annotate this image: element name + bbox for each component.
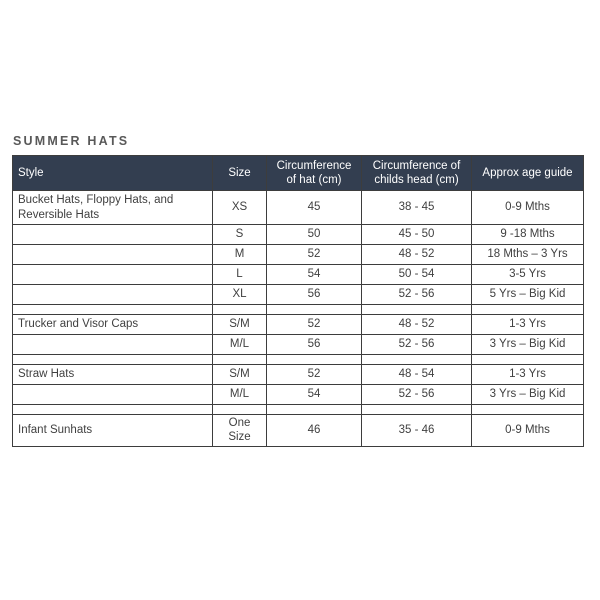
header-style: Style (13, 156, 213, 191)
cell-age: 1-3 Yrs (472, 315, 584, 335)
cell-hat: 52 (267, 245, 362, 265)
table-row (13, 285, 584, 305)
cell-style (13, 285, 213, 305)
header-row (13, 156, 584, 191)
cell-hat: 52 (267, 365, 362, 385)
cell-style (13, 305, 213, 315)
cell-age: 18 Mths – 3 Yrs (472, 245, 584, 265)
page-title: SUMMER HATS (13, 134, 130, 148)
cell-head: 48 - 52 (362, 245, 472, 265)
cell-size: XL (213, 285, 267, 305)
table-row (13, 225, 584, 245)
cell-head (362, 305, 472, 315)
cell-size (213, 405, 267, 415)
cell-age: 9 -18 Mths (472, 225, 584, 245)
cell-age: 3 Yrs – Big Kid (472, 385, 584, 405)
cell-style (13, 225, 213, 245)
cell-size: M (213, 245, 267, 265)
cell-size: One Size (213, 415, 267, 447)
cell-hat: 46 (267, 415, 362, 447)
cell-head (362, 405, 472, 415)
size-chart-table (12, 155, 584, 447)
cell-head: 45 - 50 (362, 225, 472, 245)
cell-age: 0-9 Mths (472, 415, 584, 447)
cell-size (213, 355, 267, 365)
cell-hat: 56 (267, 335, 362, 355)
cell-size: M/L (213, 335, 267, 355)
header-size: Size (213, 156, 267, 191)
size-table-body (13, 191, 584, 447)
cell-head: 52 - 56 (362, 285, 472, 305)
cell-style (13, 405, 213, 415)
cell-age: 0-9 Mths (472, 191, 584, 225)
cell-head: 52 - 56 (362, 335, 472, 355)
spacer-row (13, 305, 584, 315)
spacer-row (13, 405, 584, 415)
cell-hat (267, 355, 362, 365)
table-row (13, 245, 584, 265)
header-age-guide: Approx age guide (472, 156, 584, 191)
cell-size: S/M (213, 315, 267, 335)
cell-hat: 54 (267, 385, 362, 405)
cell-style (13, 385, 213, 405)
cell-hat (267, 405, 362, 415)
header-hat-circumference: Circumference of hat (cm) (267, 156, 362, 191)
cell-size: S/M (213, 365, 267, 385)
cell-style: Trucker and Visor Caps (13, 315, 213, 335)
table-row (13, 365, 584, 385)
cell-style (13, 335, 213, 355)
cell-age: 5 Yrs – Big Kid (472, 285, 584, 305)
cell-style (13, 265, 213, 285)
cell-head: 52 - 56 (362, 385, 472, 405)
cell-hat: 56 (267, 285, 362, 305)
cell-head (362, 355, 472, 365)
cell-style: Bucket Hats, Floppy Hats, and Reversible Hats (13, 191, 213, 225)
table-header (13, 156, 584, 191)
table-row (13, 315, 584, 335)
cell-age (472, 355, 584, 365)
cell-size: L (213, 265, 267, 285)
table-row (13, 265, 584, 285)
header-head-circumference: Circumference of childs head (cm) (362, 156, 472, 191)
cell-age: 3 Yrs – Big Kid (472, 335, 584, 355)
cell-style: Straw Hats (13, 365, 213, 385)
cell-size (213, 305, 267, 315)
cell-size: M/L (213, 385, 267, 405)
table-row (13, 385, 584, 405)
cell-size: S (213, 225, 267, 245)
cell-head: 50 - 54 (362, 265, 472, 285)
cell-head: 35 - 46 (362, 415, 472, 447)
cell-head: 48 - 52 (362, 315, 472, 335)
cell-hat: 50 (267, 225, 362, 245)
cell-age: 1-3 Yrs (472, 365, 584, 385)
cell-style (13, 355, 213, 365)
cell-style: Infant Sunhats (13, 415, 213, 447)
cell-head: 38 - 45 (362, 191, 472, 225)
table-row (13, 335, 584, 355)
cell-age: 3-5 Yrs (472, 265, 584, 285)
cell-hat: 54 (267, 265, 362, 285)
cell-age (472, 405, 584, 415)
cell-age (472, 305, 584, 315)
cell-size: XS (213, 191, 267, 225)
cell-hat: 52 (267, 315, 362, 335)
spacer-row (13, 355, 584, 365)
cell-hat (267, 305, 362, 315)
cell-style (13, 245, 213, 265)
table-row (13, 191, 584, 225)
cell-head: 48 - 54 (362, 365, 472, 385)
cell-hat: 45 (267, 191, 362, 225)
table-row (13, 415, 584, 447)
